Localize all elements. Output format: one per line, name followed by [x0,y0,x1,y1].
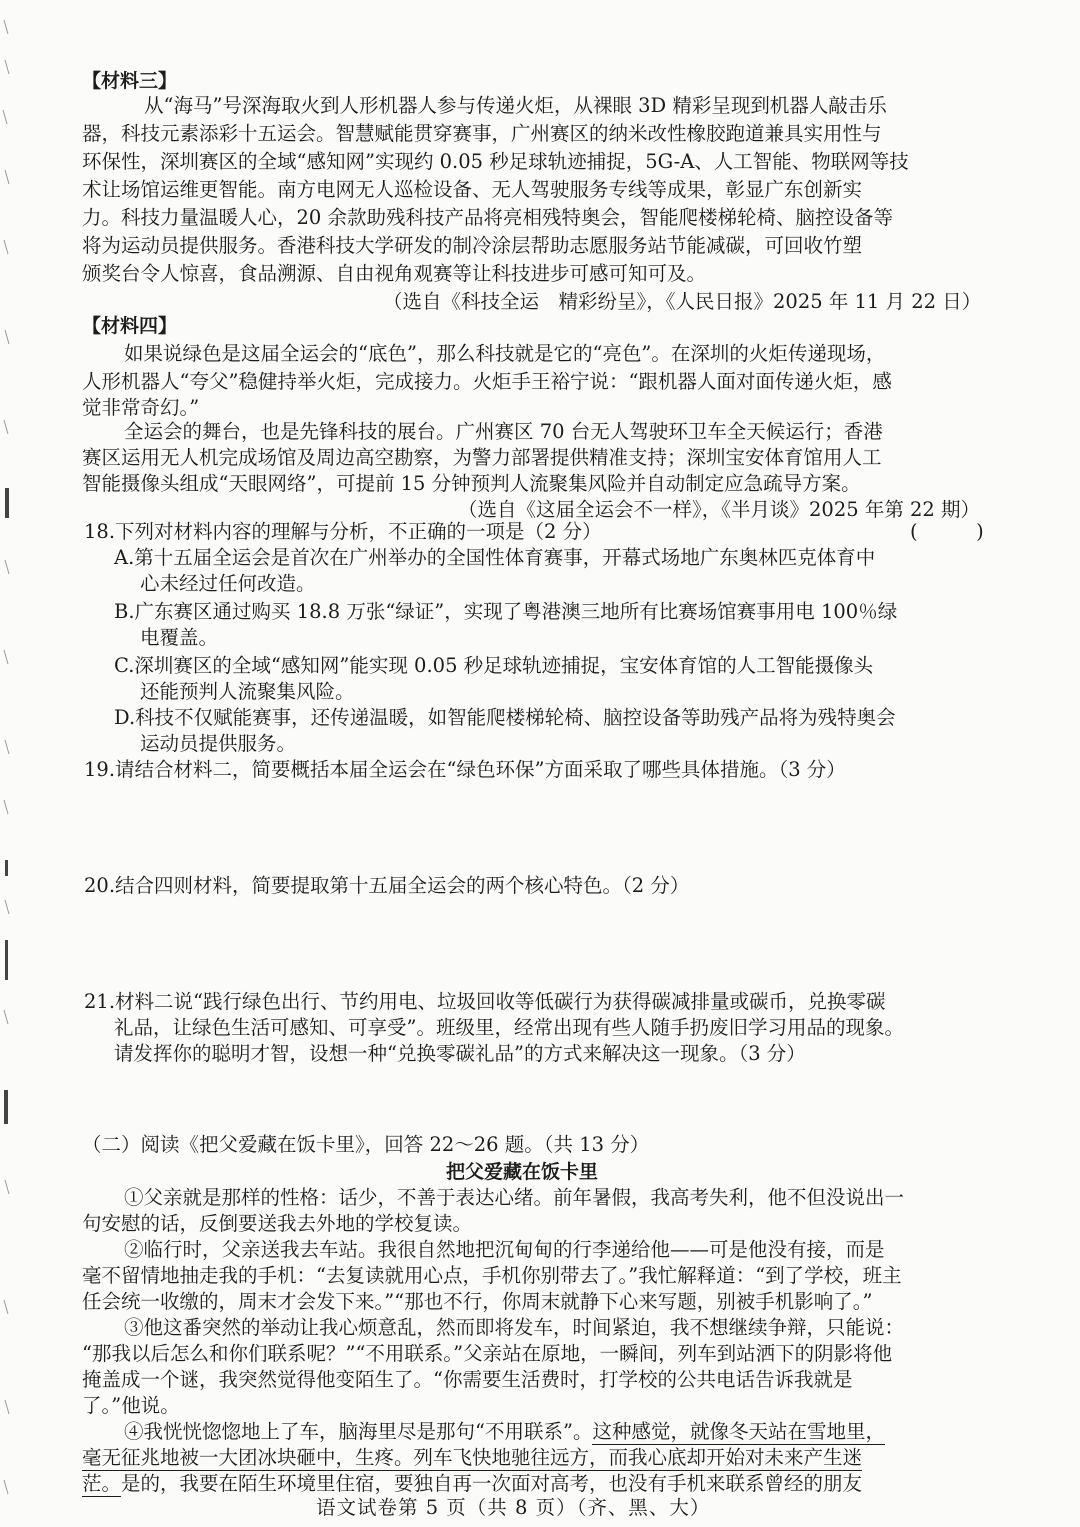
p4-underlined-3: 列车飞快地驰往远方，而我心底却开始对未来产生迷 [413,1446,863,1469]
material4-line-3: 觉非常奇幻。” [82,396,200,419]
q18-option-d-1: D.科技不仅赋能赛事，还传递温暖，如智能爬楼梯轮椅、脑控设备等助残产品将为残特奥会 [114,706,896,729]
page-footer: 语文试卷第 5 页（共 8 页）（齐、黑、大） [316,1496,711,1519]
material4-line-5: 赛区运用无人机完成场馆及周边高空勘察，为警力部署提供精准支持；深圳宝安体育馆用人工 [82,446,882,469]
material4-header: 【材料四】 [82,315,178,337]
p2-line-1: ②临行时，父亲送我去车站。我很自然地把沉甸甸的行李递给他——可是他没有接，而是 [124,1238,885,1261]
p4-underlined-1: 这种感觉，就像冬天站在雪地里， [592,1420,885,1443]
p4-line-3-text: 是的，我要在陌生环境里住宿，要独自再一次面对高考，也没有手机来联系曾经的朋友 [121,1472,863,1495]
article-title: 把父爱藏在饭卡里 [446,1161,599,1183]
p2-line-2: 毫不留情地抽走我的手机：“去复读就用心点，手机你别带去了。”我忙解释道：“到了学校，班主 [82,1264,902,1287]
material3-line-5: 力。科技力量温暖人心，20 余款助残科技产品将亮相残特奥会，智能爬楼梯轮椅、脑控设备等 [82,206,894,229]
p3-line-1: ③他这番突然的举动让我心烦意乱，然而即将发车，时间紧迫，我不想继续争辩，只能说： [124,1316,905,1339]
p3-line-2: “那我以后怎么和你们联系呢？”“不用联系。”父亲站在原地，一瞬间，列车到站洒下的阴影将他 [82,1342,893,1365]
q21-stem-2: 礼品，让绿色生活可感知、可享受”。班级里，经常出现有些人随手扔废旧学习用品的现象。 [114,1016,904,1039]
p3-line-4: 了。”他说。 [82,1394,180,1417]
material3-line-7: 颁奖台令人惊喜，食品溯源、自由视角观赛等让科技进步可感可知可及。 [82,262,707,285]
p4-line-1 [124,1420,885,1444]
material3-source: （选自《科技全运 精彩纷呈》，《人民日报》2025 年 11 月 22 日） [383,290,982,313]
p1-line-2: 句安慰的话，反倒要送我去外地的学校复读。 [82,1212,473,1235]
p3-line-3: 掩盖成一个谜，我突然觉得他变陌生了。“你需要生活费时，打学校的公共电话告诉我就是 [82,1368,853,1391]
material3-line-2: 器，科技元素添彩十五运会。智慧赋能贯穿赛事，广州赛区的纳米改性橡胶跑道兼具实用性与 [82,122,882,145]
q18-option-d-2: 运动员提供服务。 [140,732,297,755]
p2-line-3: 任会统一收缴的，周末才会发下来。”“那也不行，你周末就静下心来写题，别被手机影响了。” [82,1290,873,1313]
material3-line-3: 环保性，深圳赛区的全域“感知网”实现约 0.05 秒足球轨迹捕捉，5G-A、人工智能、物联网等技 [82,150,909,173]
material3-line-1: 从“海马”号深海取火到人形机器人参与传递火炬，从裸眼 3D 精彩呈现到机器人敲击乐 [144,94,887,117]
q21-stem-1: 21.材料二说“践行绿色出行、节约用电、垃圾回收等低碳行为获得碳减排量或碳币，兑换零碳 [84,990,886,1013]
p4-underlined-2: 毫无征兆地被一大团冰块砸中，生疼。 [82,1446,414,1469]
q18-option-a-2: 心未经过任何改造。 [140,572,316,595]
q21-stem-3: 请发挥你的聪明才智，设想一种“兑换零碳礼品”的方式来解决这一现象。（3 分） [114,1042,806,1065]
q18-option-b-1: B.广东赛区通过购买 18.8 万张“绿证”，实现了粤港澳三地所有比赛场馆赛事用电 100％绿 [114,600,898,623]
q18-option-b-2: 电覆盖。 [140,626,219,649]
q20-stem: 20.结合四则材料，简要提取第十五届全运会的两个核心特色。（2 分） [84,874,690,897]
p1-line-1: ①父亲就是那样的性格：话少，不善于表达心绪。前年暑假，我高考失利，他不但没说出一 [124,1186,905,1209]
binding-edge-marks [0,0,14,1527]
p4-line-3 [82,1472,862,1496]
q19-stem: 19.请结合材料二，简要概括本届全运会在“绿色环保”方面采取了哪些具体措施。（3 分） [84,758,846,781]
q18-option-c-2: 还能预判人流聚集风险。 [140,680,355,703]
p4-line-1-text: ④我恍恍惚惚地上了车，脑海里尽是那句“不用联系”。 [124,1420,593,1443]
p4-line-2 [82,1446,862,1470]
material3-line-6: 将为运动员提供服务。香港科技大学研发的制冷涂层帮助志愿服务站节能减碳，可回收竹塑 [82,234,863,257]
material4-line-6: 智能摄像头组成“天眼网络”，可提前 15 分钟预判人流聚集风险并自动制定应急疏导方案。 [82,472,861,495]
material4-line-4: 全运会的舞台，也是先锋科技的展台。广州赛区 70 台无人驾驶环卫车全天候运行；香港 [124,420,883,443]
material3-header: 【材料三】 [82,70,178,92]
q18-option-a-1: A.第十五届全运会是首次在广州举办的全国性体育赛事，开幕式场地广东奥林匹克体育中 [114,546,876,569]
q18-answer-bracket[interactable]: ( ) [910,520,984,543]
p4-underlined-4: 茫。 [82,1472,122,1495]
material3-line-4: 术让场馆运维更智能。南方电网无人巡检设备、无人驾驶服务专线等成果，彰显广东创新实 [82,178,863,201]
material4-source: （选自《这届全运会不一样》，《半月谈》2025 年第 22 期） [458,498,981,521]
section2-intro: （二）阅读《把父爱藏在饭卡里》，回答 22～26 题。（共 13 分） [82,1133,650,1156]
q18-stem: 18.下列对材料内容的理解与分析，不正确的一项是（2 分） [84,520,602,543]
q18-option-c-1: C.深圳赛区的全域“感知网”能实现 0.05 秒足球轨迹捕捉，宝安体育馆的人工智能摄像头 [114,654,874,677]
material4-line-2: 人形机器人“夸父”稳健持举火炬，完成接力。火炬手王裕宁说：“跟机器人面对面传递火炬，感 [82,370,892,393]
material4-line-1: 如果说绿色是这届全运会的“底色”，那么科技就是它的“亮色”。在深圳的火炬传递现场， [124,342,886,365]
